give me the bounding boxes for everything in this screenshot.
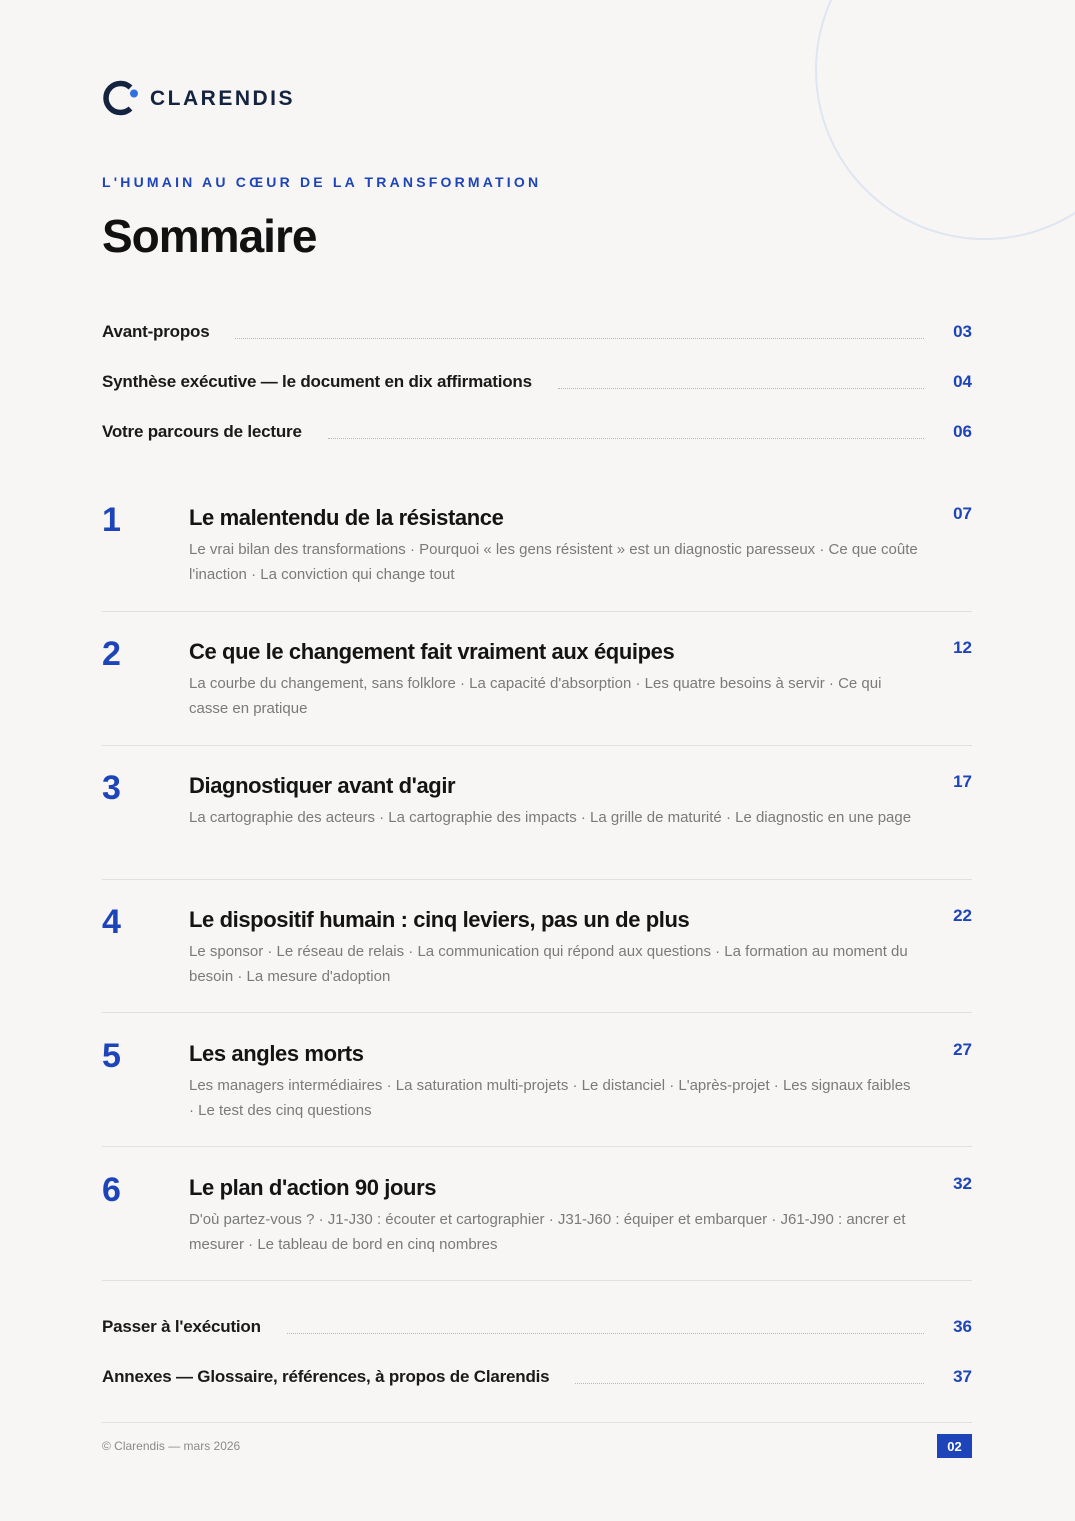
chapter-divider: [102, 1146, 972, 1147]
chapter-page: 27: [953, 1040, 972, 1059]
chapter-number: 6: [102, 1171, 121, 1209]
toc-entry-page: 06: [953, 422, 972, 441]
chapter-number: 4: [102, 903, 121, 941]
toc-entry-page: 03: [953, 322, 972, 341]
chapter-number: 1: [102, 501, 121, 539]
chapter-description: Les managers intermédiaires · La saturation multi-projets · Le distanciel · L'après-projet · Les signaux faibles · Le test des cinq questions: [189, 1077, 911, 1119]
chapter-title: Le plan d'action 90 jours: [189, 1175, 437, 1200]
chapter-page: 12: [953, 638, 972, 657]
kicker: L'HUMAIN AU CŒUR DE LA TRANSFORMATION: [102, 174, 542, 190]
footer-divider: [102, 1422, 972, 1423]
dotted-leader: [287, 1333, 924, 1334]
dotted-leader: [558, 388, 924, 389]
toc-entry-page: 36: [953, 1317, 972, 1336]
chapter-description: La courbe du changement, sans folklore · La capacité d'absorption · Les quatre besoins à servir · Ce qui casse en pratique: [189, 675, 882, 717]
toc-entry-avant-propos[interactable]: [102, 318, 972, 346]
toc-entry-page: 37: [953, 1367, 972, 1386]
chapter-page: 07: [953, 504, 972, 523]
clarendis-logo-icon: [102, 79, 140, 117]
chapter-divider: [102, 745, 972, 746]
footer-page-number: 02: [937, 1434, 972, 1458]
dotted-leader: [575, 1383, 924, 1384]
chapter-description: Le sponsor · Le réseau de relais · La communication qui répond aux questions · La formation au moment du besoin · La mesure d'adoption: [189, 943, 908, 985]
toc-entry-parcours[interactable]: [102, 418, 972, 446]
toc-entry-label: Avant-propos: [102, 322, 210, 341]
chapter-description: La cartographie des acteurs · La cartographie des impacts · La grille de maturité · Le diagnostic en une page: [189, 809, 912, 826]
chapter-description: D'où partez-vous ? · J1-J30 : écouter et cartographier · J31-J60 : équiper et embarquer · J61-J90 : ancrer et mesurer · Le tableau de bord en cinq nombres: [189, 1211, 906, 1253]
brand-logo: [102, 79, 295, 117]
chapter-number: 2: [102, 635, 121, 673]
chapter-title: Les angles morts: [189, 1041, 364, 1066]
chapter-page: 32: [953, 1174, 972, 1193]
decorative-circle: [815, 0, 1075, 240]
chapter-divider: [102, 1280, 972, 1281]
toc-entry-label: Annexes — Glossaire, références, à propos de Clarendis: [102, 1367, 550, 1386]
chapter-description: Le vrai bilan des transformations · Pourquoi « les gens résistent » est un diagnostic paresseux · Ce que coûte l'inaction · La conviction qui change tout: [189, 541, 918, 583]
toc-entry-annexes[interactable]: [102, 1363, 972, 1391]
chapter-title: Diagnostiquer avant d'agir: [189, 773, 456, 798]
chapter-title: Ce que le changement fait vraiment aux équipes: [189, 639, 675, 664]
toc-entry-execution[interactable]: [102, 1313, 972, 1341]
toc-entry-label: Votre parcours de lecture: [102, 422, 302, 441]
chapter-divider: [102, 879, 972, 880]
toc-entry-label: Passer à l'exécution: [102, 1317, 261, 1336]
chapter-page: 22: [953, 906, 972, 925]
chapter-divider: [102, 611, 972, 612]
toc-entry-page: 04: [953, 372, 972, 391]
page-title: Sommaire: [102, 210, 317, 262]
chapter-number: 3: [102, 769, 121, 807]
chapter-title: Le malentendu de la résistance: [189, 505, 504, 530]
chapter-divider: [102, 1012, 972, 1013]
dotted-leader: [235, 338, 924, 339]
toc-entry-synthese[interactable]: [102, 368, 972, 396]
chapter-number: 5: [102, 1037, 121, 1075]
toc-entry-label: Synthèse exécutive — le document en dix affirmations: [102, 372, 532, 391]
footer-copyright: © Clarendis — mars 2026: [102, 1439, 241, 1453]
dotted-leader: [328, 438, 924, 439]
chapter-title: Le dispositif humain : cinq leviers, pas un de plus: [189, 907, 690, 932]
chapter-page: 17: [953, 772, 972, 791]
brand-name: CLARENDIS: [150, 86, 296, 110]
